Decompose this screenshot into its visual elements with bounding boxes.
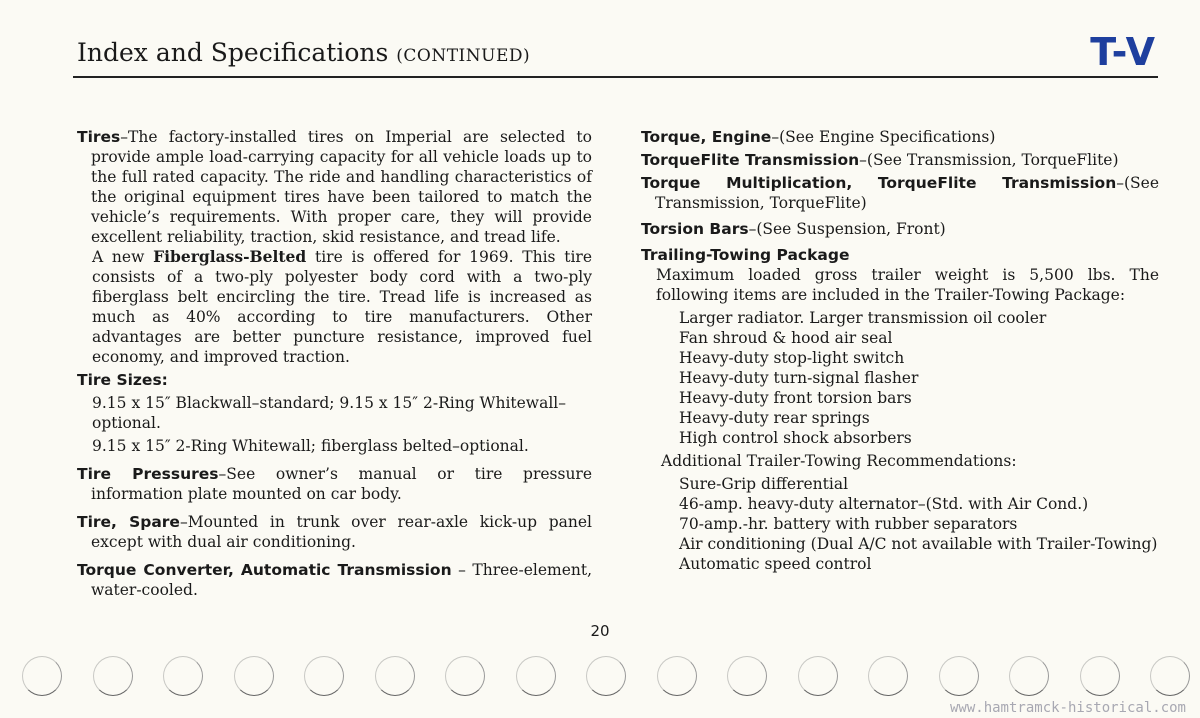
converter-text: – Three-element, water-cooled. xyxy=(91,561,593,599)
entry-tire-pressures xyxy=(77,464,592,504)
list-item: Heavy-duty stop-light switch xyxy=(679,349,905,367)
entry-torque-converter xyxy=(77,560,592,600)
title-text: Index and Specifications xyxy=(77,38,389,67)
spare-heading: Tire, Spare xyxy=(77,513,180,531)
list-item: Larger radiator. Larger transmission oil cooler xyxy=(679,309,1047,327)
binder-hole xyxy=(445,656,485,696)
page-title xyxy=(77,38,530,67)
trailer-heading: Trailing-Towing Package xyxy=(641,246,850,264)
torsion-text: –(See Suspension, Front) xyxy=(748,220,946,238)
converter-heading: Torque Converter, Automatic Transmission xyxy=(77,561,452,579)
binder-hole xyxy=(304,656,344,696)
entry-tire-spare xyxy=(77,512,592,552)
list-item: Heavy-duty front torsion bars xyxy=(679,389,912,407)
list-item: 46-amp. heavy-duty alternator–(Std. with Air Cond.) xyxy=(679,495,1089,513)
binder-hole xyxy=(868,656,908,696)
engine-text: –(See Engine Specifications) xyxy=(771,128,996,146)
binder-hole xyxy=(798,656,838,696)
list-item: Sure-Grip differential xyxy=(679,475,849,493)
binder-hole xyxy=(163,656,203,696)
continued-label: (CONTINUED) xyxy=(396,46,531,66)
entry-torque-multiplication xyxy=(641,173,1159,213)
binder-hole xyxy=(375,656,415,696)
binder-holes xyxy=(0,652,1200,702)
tires-paragraph-2 xyxy=(77,247,592,367)
header-rule xyxy=(73,76,1158,78)
list-item: Heavy-duty rear springs xyxy=(679,409,870,427)
binder-hole xyxy=(727,656,767,696)
entry-torque-engine xyxy=(641,127,1159,147)
engine-heading: Torque, Engine xyxy=(641,128,772,146)
recommendations-list xyxy=(641,474,1159,574)
binder-hole xyxy=(1080,656,1120,696)
entry-tires xyxy=(77,127,592,247)
torqueflite-heading: TorqueFlite Transmission xyxy=(641,151,860,169)
list-item: Fan shroud & hood air seal xyxy=(679,329,893,347)
right-column xyxy=(641,127,1159,574)
binder-hole xyxy=(657,656,697,696)
binder-hole xyxy=(234,656,274,696)
left-column xyxy=(77,127,592,600)
binder-hole xyxy=(22,656,62,696)
trailer-text: Maximum loaded gross trailer weight is 5,500 lbs. The following items are included in the Trailer-Towing Package: xyxy=(656,266,1159,304)
binder-hole xyxy=(939,656,979,696)
tire-sizes-line-1: 9.15 x 15″ Blackwall–standard; 9.15 x 15″ 2-Ring Whitewall–optional. xyxy=(92,394,566,432)
tires-p2-bold: Fiberglass-Belted xyxy=(153,247,307,266)
list-item: Automatic speed control xyxy=(679,555,872,573)
binder-hole xyxy=(586,656,626,696)
torqueflite-text: –(See Transmission, TorqueFlite) xyxy=(859,151,1119,169)
list-item: Heavy-duty turn-signal flasher xyxy=(679,369,919,387)
multiplication-heading: Torque Multiplication, TorqueFlite Transmission xyxy=(641,174,1117,192)
watermark: www.hamtramck-historical.com xyxy=(949,700,1186,716)
page-number: 20 xyxy=(590,622,610,640)
tire-sizes-heading: Tire Sizes: xyxy=(77,371,168,389)
torsion-heading: Torsion Bars xyxy=(641,220,749,238)
pressures-text: –See owner’s manual or tire pressure information plate mounted on car body. xyxy=(91,465,593,503)
package-items-list xyxy=(641,308,1159,448)
tire-sizes-line-2: 9.15 x 15″ 2-Ring Whitewall; fiberglass belted–optional. xyxy=(92,437,529,455)
list-item: 70-amp.-hr. battery with rubber separators xyxy=(679,515,1018,533)
recommendations-heading: Additional Trailer-Towing Recommendations: xyxy=(661,452,1017,470)
multiplication-text: –(See Transmission, TorqueFlite) xyxy=(655,174,1159,212)
pressures-heading: Tire Pressures xyxy=(77,465,219,483)
entry-torsion-bars xyxy=(641,219,1159,239)
section-code: T-V xyxy=(1090,30,1156,74)
tires-text: –The factory-installed tires on Imperial are selected to provide ample load-carrying capacity for all vehicle loads up to the full rated capacity. The ride and handling characteristics of the original equipment tires have been tailored to match the vehicle’s requirements. With proper care, they will provide excellent reliability, traction, skid resistance, and tread life. xyxy=(91,128,592,246)
binder-hole xyxy=(93,656,133,696)
spare-text: –Mounted in trunk over rear-axle kick-up panel except with dual air conditioning. xyxy=(91,513,593,551)
list-item: Air conditioning (Dual A/C not available with Trailer-Towing) xyxy=(679,535,1158,553)
tires-heading: Tires xyxy=(77,128,121,146)
list-item: High control shock absorbers xyxy=(679,429,912,447)
tires-p2-b: tire is offered for 1969. This tire consists of a two-ply polyester body cord with a two-ply fiberglass belt encircling the tire. Tread life is increased as much as 40% according to tire manufacturers. Other advantages are better puncture resistance, improved fuel economy, and improved traction. xyxy=(92,248,592,366)
binder-hole xyxy=(1009,656,1049,696)
binder-hole xyxy=(516,656,556,696)
entry-torqueflite xyxy=(641,150,1159,170)
binder-hole xyxy=(1150,656,1190,696)
tires-p2-a: A new xyxy=(92,248,154,266)
